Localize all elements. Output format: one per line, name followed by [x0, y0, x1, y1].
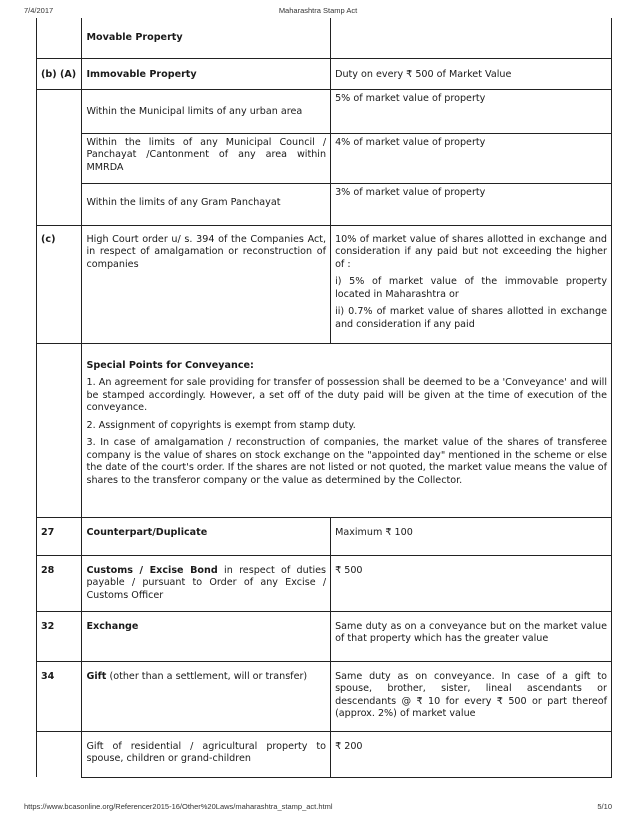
municipal-desc: Within the Municipal limits of any urban area [86, 105, 303, 117]
immovable-property-title: Immovable Property [86, 68, 197, 80]
court-duty-2: i) 5% of market value of the immovable property located in Maharashtra or [335, 276, 607, 300]
table-row [37, 555, 612, 611]
gift-title: Gift [86, 670, 107, 682]
gift-residential-duty: ₹ 200 [335, 740, 363, 752]
table-row [37, 661, 612, 731]
counterpart-duty: Maximum ₹ 100 [335, 526, 413, 538]
page-title: Maharashtra Stamp Act [278, 6, 358, 15]
page-header [24, 6, 612, 18]
gift-duty: Same duty as on conveyance. In case of a gift to spouse, brother, sister, lineal ascendants or descendants @ ₹ 10 for every ₹ 500 or part thereof (approx. 2%) of market value [335, 670, 607, 719]
table-row [37, 183, 612, 225]
table-row [37, 517, 612, 555]
municipal-duty: 5% of market value of property [335, 92, 486, 104]
customs-title: Customs / Excise Bond [86, 564, 218, 576]
special-points-title: Special Points for Conveyance: [86, 359, 254, 371]
row-number: 28 [41, 564, 55, 576]
special-point-1: 1. An agreement for sale providing for transfer of possession shall be deemed to be a 'Conveyance' and will be stamped accordingly. However, a set off of the duty paid will be given at the time of execution of the conveyance. [86, 377, 607, 413]
counterpart-title: Counterpart/Duplicate [86, 526, 208, 538]
immovable-duty: Duty on every ₹ 500 of Market Value [335, 68, 512, 80]
customs-duty: ₹ 500 [335, 564, 363, 576]
gram-desc: Within the limits of any Gram Panchayat [86, 196, 281, 208]
special-point-2: 2. Assignment of copyrights is exempt from stamp duty. [86, 419, 356, 431]
special-point-3: 3. In case of amalgamation / reconstruction of companies, the market value of the shares of transferee company is the value of shares on stock exchange on the "appointed day" mentioned in the scheme or else the date of the court's order. If the shares are not listed or not quoted, the market value means the value of shares to the transferor company or the value as determined by the Collector. [86, 437, 607, 486]
council-duty: 4% of market value of property [335, 136, 486, 148]
table-row [37, 58, 612, 89]
table-row [37, 18, 612, 58]
exchange-title: Exchange [86, 620, 139, 632]
table-row [37, 731, 612, 777]
print-date: 7/4/2017 [24, 6, 54, 15]
table-row [37, 89, 612, 133]
gift-residential-desc: Gift of residential / agricultural property to spouse, children or grand-children [86, 740, 327, 764]
table-row [37, 343, 612, 517]
movable-property-title: Movable Property [86, 32, 183, 43]
row-number: (c) [41, 233, 56, 245]
table-row [37, 133, 612, 183]
gram-duty: 3% of market value of property [335, 186, 486, 198]
page-footer [24, 802, 612, 814]
customs-desc: in respect of duties payable / pursuant to Order of any Excise / Customs Officer [86, 564, 327, 601]
page-number: 5/10 [597, 802, 612, 811]
gift-desc: (other than a settlement, will or transfer) [106, 670, 308, 682]
court-duty-1: 10% of market value of shares allotted in exchange and consideration if any paid but not exceeding the higher of : [335, 233, 607, 270]
council-desc: Within the limits of any Municipal Council / Panchayat /Cantonment of any area within MMRDA [86, 136, 327, 173]
court-duty-3: ii) 0.7% of market value of shares allotted in exchange and consideration if any paid [335, 306, 607, 330]
table-row [37, 225, 612, 343]
exchange-duty: Same duty as on a conveyance but on the market value of that property which has the greater value [335, 620, 607, 644]
table-row [37, 611, 612, 661]
row-number: 34 [41, 670, 55, 682]
source-url: https://www.bcasonline.org/Referencer2015-16/Other%20Laws/maharashtra_stamp_act.html [24, 802, 333, 811]
row-number: 32 [41, 620, 55, 632]
row-number: (b) (A) [41, 68, 77, 80]
stamp-duty-table [36, 18, 612, 778]
row-number: 27 [41, 526, 55, 538]
court-desc: High Court order u/ s. 394 of the Companies Act, in respect of amalgamation or reconstruction of companies [86, 233, 327, 270]
